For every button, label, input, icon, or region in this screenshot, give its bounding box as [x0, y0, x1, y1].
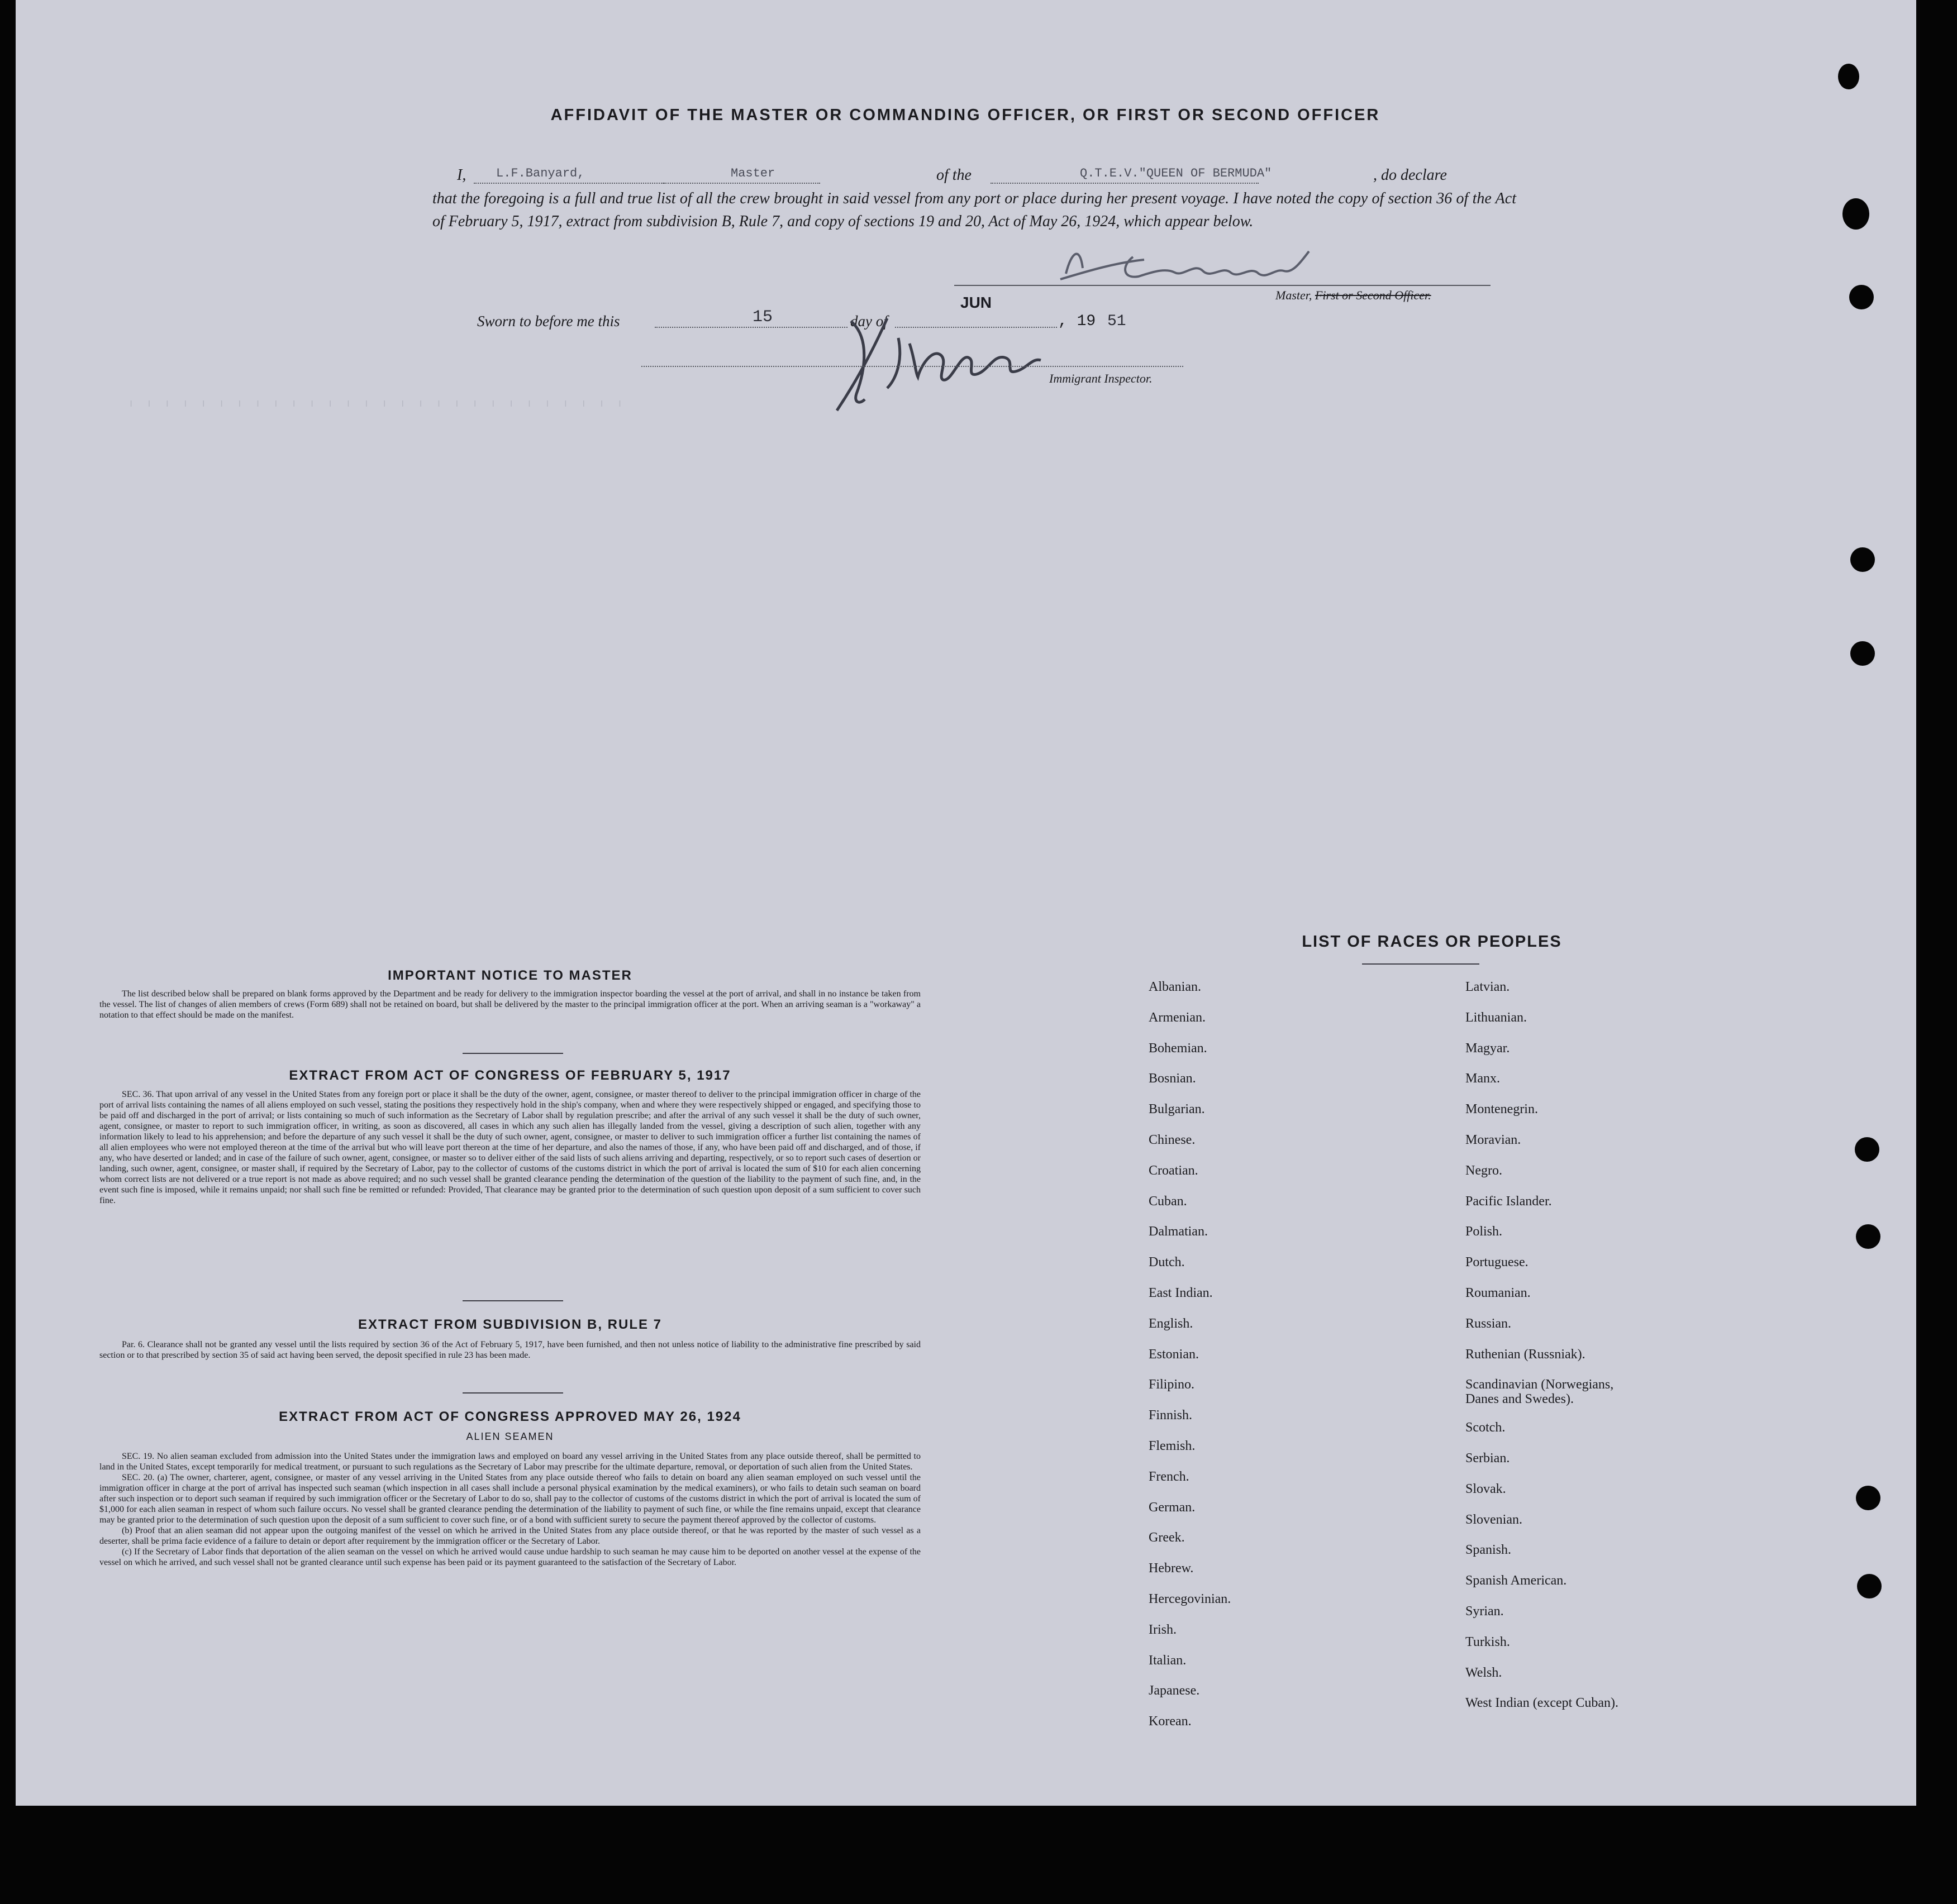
- notice-title: IMPORTANT NOTICE TO MASTER: [388, 968, 632, 983]
- race-item: Ruthenian (Russniak).: [1465, 1347, 1585, 1362]
- extract-1917-text: SEC. 36. That upon arrival of any vessel in the United States from any foreign port or place it shall be the duty of the owner, agent, consignee, or master thereof to deliver to the principal immigration officer in charge of the port of arrival lists containing the names of all aliens employed on such vessel, stating the positions they respectively hold in the ship's company, when and where they were respectively shipped or engaged, and specifying those to be paid off and discharged in the port of arrival; or lists containing so much of such information as the Secretary of Labor shall by regulation prescribe; and after the arrival of any such vessel it shall be the duty of such owner, agent, consignee, or master to report to such immigration officer, in writing, as soon as discovered, all cases in which any such alien has illegally landed from the vessel, giving a description of such alien, together with any information likely to lead to his apprehension; and before the departure of any such vessel it shall be the duty of such owner, agent, consignee, or master to deliver to such immigration officer a further list containing the names of all alien employees who were not employed thereon at the time of the arrival but who will leave port thereon at the time of her departure, and also the names of those, if any, who have been paid off and discharged, and of those, if any, who have deserted or landed; and in case of the failure of such owner, agent, consignee, or master so to deliver either of the said lists of such aliens arriving and departing, respectively, or so to report such cases of desertion or landing, such owner, agent, consignee, or master shall, if required by the Secretary of Labor, pay to the collector of customs of the customs district in which the port of arrival is located the sum of $10 for each alien concerning whom correct lists are not delivered or a true report is not made as above required; and no such vessel shall be granted clearance pending the determination of the question of the liability to the payment of such fine, and, in the event such fine is imposed, while it remains unpaid; nor shall such fine be remitted or refunded: Provided, That clearance may be granted prior to the determination of such question upon deposit of a sum sufficient to cover such fine.: [99, 1090, 921, 1205]
- race-item: English.: [1149, 1316, 1193, 1331]
- race-item: Russian.: [1465, 1316, 1512, 1331]
- race-item: Hebrew.: [1149, 1561, 1194, 1576]
- race-item: Pacific Islander.: [1465, 1194, 1552, 1209]
- extract-1924-subtitle: ALIEN SEAMEN: [466, 1431, 554, 1442]
- bleed-through-text: ᴵ ᴵ ᴵ ᴵ ᴵ ᴵ ᴵ ᴵ ᴵ ᴵ ᴵ ᴵ ᴵ ᴵ ᴵ ᴵ ᴵ ᴵ ᴵ ᴵ ᴵ ᴵ ᴵ ᴵ ᴵ ᴵ ᴵ ᴵ: [127, 399, 626, 413]
- race-item: Turkish.: [1465, 1634, 1510, 1649]
- race-item: West Indian (except Cuban).: [1465, 1696, 1618, 1711]
- race-item: Latvian.: [1465, 980, 1510, 994]
- race-item: Manx.: [1465, 1071, 1500, 1086]
- punch-hole: [1842, 198, 1869, 230]
- document-page: [16, 0, 1916, 1806]
- race-item: Spanish American.: [1465, 1573, 1567, 1588]
- master-rank-field: Master: [664, 164, 820, 184]
- divider: [463, 1053, 563, 1054]
- inspector-signature: [820, 304, 1055, 416]
- race-item: Spanish.: [1465, 1543, 1512, 1558]
- race-item: Hercegovinian.: [1149, 1592, 1231, 1606]
- race-item: Serbian.: [1465, 1451, 1510, 1466]
- day-of-label: day of: [850, 313, 888, 330]
- race-item: Estonian.: [1149, 1347, 1199, 1362]
- race-item: Scotch.: [1465, 1420, 1506, 1435]
- sec-20b-text: (b) Proof that an alien seaman did not appear upon the outgoing manifest of the vessel on which he arrived in the United States from any place outside thereof, or that he was reported by the master of such vessel as a deserter, shall be prima facie evidence of a failure to detain or deport after requirement by the immigration officer or the Secretary of Labor.: [99, 1526, 921, 1546]
- rule7-title: EXTRACT FROM SUBDIVISION B, RULE 7: [358, 1317, 663, 1332]
- punch-hole: [1857, 1574, 1882, 1598]
- declaration-line: [457, 164, 1518, 188]
- sworn-label: Sworn to before me this: [477, 313, 620, 330]
- sec-20a-text: SEC. 20. (a) The owner, charterer, agent, consignee, or master of any vessel arriving in the United States from any place outside thereof who fails to detain on board any alien seaman employed on such vessel until the immigration officer in charge at the port of arrival has inspected such seaman (which inspection in all cases shall include a personal physical examination by the medical examiners), or who fails to detain such seaman on board after such inspection or to deport such seaman if required by such immigration officer or the Secretary of Labor to do so, shall pay to the collector of customs of the customs district in which the port of arrival is located the sum of $1,000 for each alien seaman in respect of whom such failure occurs. No vessel shall be granted clearance pending the determination of the liability to payment of such fine, or while the fine remains unpaid, except that clearance may be granted prior to the determination of such question upon the deposit of a sum sufficient to cover such fine, or of a bond with sufficient surety to secure the payment thereof approved by the collector of customs.: [99, 1473, 921, 1525]
- race-item: Greek.: [1149, 1530, 1185, 1545]
- extract-1917-title: EXTRACT FROM ACT OF CONGRESS OF FEBRUARY 5, 1917: [289, 1068, 731, 1083]
- race-item: Slovak.: [1465, 1481, 1506, 1496]
- notice-text: The list described below shall be prepared on blank forms approved by the Department and be ready for delivery to the immigration inspector boarding the vessel at the port of arrival, and shall in no instance be taken from the vessel. The list of changes of alien members of crews (Form 689) shall not be retained on board, but shall be delivered by the master to the principal immigration officer at the port. When an arriving seaman is a "workaway" a notation to that effect should be made on the manifest.: [99, 989, 921, 1020]
- declaration-i: I,: [457, 166, 466, 184]
- race-item: Dutch.: [1149, 1255, 1185, 1270]
- inspector-caption: Immigrant Inspector.: [1049, 371, 1153, 385]
- race-item: Dalmatian.: [1149, 1224, 1208, 1239]
- sworn-year-field: 51: [1107, 313, 1126, 330]
- punch-hole: [1849, 285, 1874, 309]
- race-item: Roumanian.: [1465, 1286, 1531, 1300]
- race-item: Negro.: [1465, 1163, 1502, 1178]
- master-caption: [1275, 284, 1431, 307]
- race-item: French.: [1149, 1469, 1189, 1484]
- race-item: German.: [1149, 1500, 1196, 1515]
- punch-hole: [1838, 64, 1859, 89]
- master-caption-struck: First or Second Officer.: [1315, 288, 1431, 302]
- race-item: Finnish.: [1149, 1408, 1193, 1423]
- race-item: Italian.: [1149, 1653, 1187, 1668]
- race-item: Cuban.: [1149, 1194, 1187, 1209]
- declaration-body: that the foregoing is a full and true list of all the crew brought in said vessel from any port or place during her present voyage. I have noted the copy of section 36 of the Act of February 5, 1917, extract from subdivision B, Rule 7, and copy of sections 19 and 20, Act of May 26, 1924, which appear below.: [432, 190, 1516, 230]
- punch-hole: [1850, 547, 1875, 572]
- race-item: Bulgarian.: [1149, 1102, 1205, 1117]
- year-prefix-label: , 19: [1058, 313, 1096, 330]
- sworn-day-field: 15: [655, 310, 847, 328]
- race-item: Portuguese.: [1465, 1255, 1529, 1270]
- race-item: Albanian.: [1149, 980, 1201, 994]
- rule7-text: Par. 6. Clearance shall not be granted any vessel until the lists required by section 36 of the Act of February 5, 1917, have been furnished, and then not unless notice of liability to the administrative fine prescribed by said section or to that prescribed by section 35 of said act having been served, the deposit specified in rule 23 has been made.: [99, 1340, 921, 1360]
- divider: [463, 1300, 563, 1301]
- race-item: Scandinavian (Norwegians, Danes and Swedes).: [1465, 1377, 1614, 1407]
- race-item: Armenian.: [1149, 1010, 1206, 1025]
- race-item: Filipino.: [1149, 1377, 1195, 1392]
- divider: [1362, 963, 1479, 965]
- punch-hole: [1850, 641, 1875, 666]
- race-item: Montenegrin.: [1465, 1102, 1538, 1117]
- race-item: Croatian.: [1149, 1163, 1198, 1178]
- race-item: Moravian.: [1465, 1133, 1521, 1147]
- race-item: Slovenian.: [1465, 1512, 1522, 1527]
- master-caption-label: Master,: [1275, 288, 1315, 302]
- race-item: Lithuanian.: [1465, 1010, 1527, 1025]
- race-item: Welsh.: [1465, 1665, 1502, 1680]
- sec-20c-text: (c) If the Secretary of Labor finds that deportation of the alien seaman on the vessel on which he arrived would cause undue hardship to such seaman he may cause him to be deported on another vessel at the expense of the vessel on which he arrived, and such vessel shall not be granted clearance until such expense has been paid or its payment guaranteed to the satisfaction of the Secretary of Labor.: [99, 1547, 921, 1567]
- race-item: Syrian.: [1465, 1604, 1504, 1619]
- race-item: Chinese.: [1149, 1133, 1196, 1147]
- vessel-name-field: Q.T.E.V."QUEEN OF BERMUDA": [991, 164, 1259, 184]
- punch-hole: [1855, 1137, 1879, 1162]
- race-item: Flemish.: [1149, 1439, 1196, 1453]
- race-item: Bohemian.: [1149, 1041, 1207, 1056]
- races-title: LIST OF RACES OR PEOPLES: [1302, 933, 1562, 951]
- extract-1924-body: [99, 1451, 921, 1568]
- of-the-label: of the: [936, 166, 972, 184]
- affidavit-title: AFFIDAVIT OF THE MASTER OR COMMANDING OFFICER, OR FIRST OR SECOND OFFICER: [550, 106, 1380, 124]
- master-name-field: L.F.Banyard,: [474, 164, 664, 184]
- race-item: Irish.: [1149, 1622, 1177, 1637]
- extract-1924-title: EXTRACT FROM ACT OF CONGRESS APPROVED MAY 26, 1924: [279, 1409, 741, 1424]
- race-item: Magyar.: [1465, 1041, 1510, 1056]
- race-item: Bosnian.: [1149, 1071, 1196, 1086]
- inspector-signature-text: Singer: [932, 360, 934, 361]
- race-item: Japanese.: [1149, 1683, 1200, 1698]
- sec-19-text: SEC. 19. No alien seaman excluded from admission into the United States under the immigration laws and employed on board any vessel arriving in the United States from any place outside thereof, shall be permitted to land in the United States, except temporarily for medical treatment, or pursuant to such regulations as the Secretary of Labor may prescribe for the ultimate departure, removal, or deportation of such alien from the United States.: [99, 1452, 921, 1472]
- divider: [463, 1392, 563, 1394]
- punch-hole: [1856, 1486, 1880, 1510]
- race-item: Polish.: [1465, 1224, 1503, 1239]
- race-item: Korean.: [1149, 1714, 1192, 1729]
- sworn-month-field: JUN: [895, 294, 1057, 328]
- punch-hole: [1856, 1224, 1880, 1249]
- race-item: East Indian.: [1149, 1286, 1213, 1300]
- do-declare-label: , do declare: [1373, 166, 1447, 184]
